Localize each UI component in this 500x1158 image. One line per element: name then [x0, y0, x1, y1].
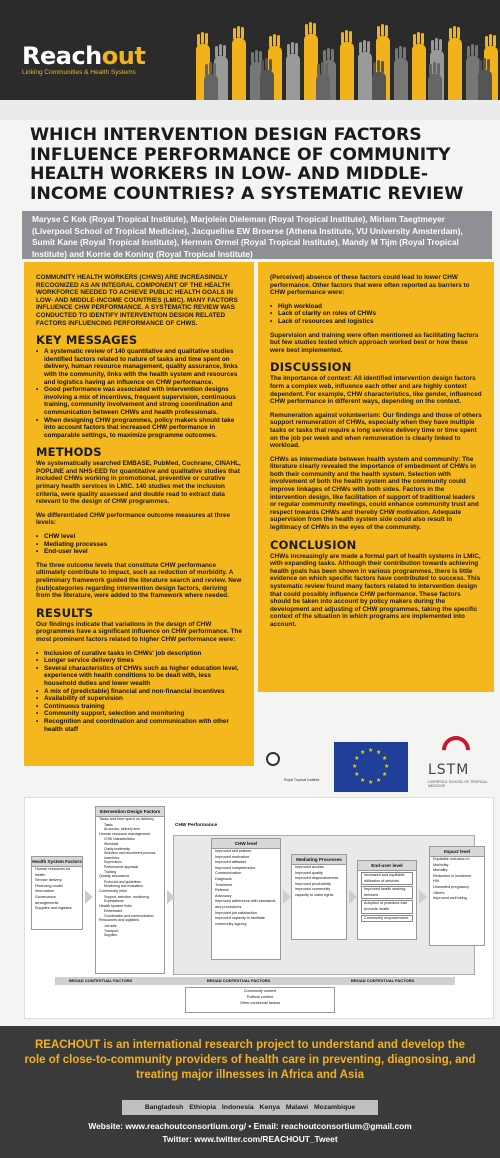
diagram-item: Community empowerment — [361, 915, 413, 923]
raised-hand-icon — [286, 54, 300, 100]
eu-star-icon: ★ — [381, 772, 388, 778]
diagram-item: Expectations — [104, 899, 124, 904]
key-messages-heading: KEY MESSAGES — [36, 333, 138, 348]
diagram-item: Protocols and guidelines — [104, 879, 141, 884]
arrow-icon — [283, 890, 291, 904]
diagram-item: Tasks and time spent on delivery — [99, 817, 155, 821]
chw-performance-title: CHW Performance — [175, 823, 218, 828]
diagram-item: Mortality — [433, 868, 448, 873]
diagram-item: Training — [104, 869, 117, 874]
intro-paragraph: COMMUNITY HEALTH WORKERS (CHWS) ARE INCREASINGLY RECOGNIZED AS AN INTEGRAL COMPONENT OF THE HEALTH WORKFORCE NEEDED TO ACHIEVE PUBLIC HEALTH GOALS IN LOW- AND MIDDLE-INCOME COUNTRIES (LMIC). MANY FACTORS INFLUENCE CHW PERFORMANCE. A SYSTEMATIC REVIEW WAS CONDUCTED TO IDENTIFY INTERVENTION DESIGN RELATED FACTORS INFLUENCING PERFORMANCE OF CHWS. — [36, 274, 238, 327]
diagram-item: Resources and logistics — [99, 918, 140, 923]
box-title: Mediating Processes — [292, 855, 346, 865]
eu-star-icon: ★ — [384, 764, 390, 770]
results-heading: RESULTS — [36, 605, 94, 620]
diagram-item: Human resources for health — [35, 867, 71, 877]
diagram-item: Incentives — [104, 855, 120, 860]
eu-star-icon: ★ — [360, 777, 366, 784]
diagram-item: Coordination and communication — [104, 913, 154, 918]
header-band — [0, 100, 500, 120]
list-item: • A systematic review of 140 quantitative and qualitative studies identified factors related to nature of tasks and time spent on delivery, human resource management, quality assurance, links with the community, links with the health system and resources and logistics having an influence on CHW performance. — [36, 348, 242, 386]
diagram-item: CHW characteristics — [104, 837, 135, 842]
arrow-icon — [85, 890, 93, 904]
diagram-item: HIV — [433, 879, 440, 884]
discussion-heading: DISCUSSION — [270, 360, 352, 375]
diagram-item: Community links — [99, 888, 127, 893]
diagram-item: Improved well being — [433, 896, 467, 901]
diagram-item: Improved responsiveness — [295, 876, 339, 881]
diagram-item: Improved capacity to facilitate community agency — [215, 916, 266, 926]
left-column — [24, 262, 254, 766]
diagram-item: Reduction in incidence — [433, 873, 472, 878]
context-box — [185, 987, 335, 1013]
raised-hand-icon — [316, 74, 330, 100]
diagram-item: Monitoring and evaluation — [104, 884, 143, 889]
eu-star-icon: ★ — [376, 750, 382, 757]
barriers-intro: (Perceived) absence of these factors could lead to lower CHW performance. Other factors that were often reported as barriers to CHW performance were: — [270, 274, 470, 297]
list-item: • Mediating processes — [36, 541, 242, 549]
diagram-item: Clarity leadership — [104, 846, 131, 851]
methods-heading: METHODS — [36, 445, 102, 460]
framework-diagram — [24, 797, 494, 1019]
context-item: Community context — [243, 989, 277, 993]
list-item: • When designing CHW programmes, policy makers should take into account factors that increased CHW performance in comparable settings, to maximize programme outcomes. — [36, 417, 242, 440]
conclusion-paragraph: CHWs increasingly are made a formal part of health systems in LMIC, with expanding tasks. Although their contribution towards achieving health goals has been shown in various programmes, there is little evidence on which specific factors have contributed to success. This systematic review found many factors related to intervention design that could possibly influence CHW performance. These factors should be taken into account by policy makers during the development and adjusting of CHW programmes, taking the specific context of the situation in which programs are implemented into account. — [270, 552, 481, 628]
diagram-item: Selection and recruitment process — [104, 851, 156, 856]
eu-flag-icon — [334, 742, 408, 792]
diagram-item: Equitable reduction in — [433, 857, 470, 861]
diagram-item: Workload — [104, 841, 119, 846]
rti-emblem-icon — [266, 752, 280, 766]
poster-title: WHICH INTERVENTION DESIGN FACTORS INFLUENCE PERFORMANCE OF COMMUNITY HEALTH WORKERS IN LOW- AND MIDDLE-INCOME COUNTRIES? A SYSTEMATIC REVIEW — [30, 125, 464, 204]
list-item: • High workload — [270, 303, 482, 311]
diagram-item: Others — [433, 890, 445, 895]
reachout-logo — [22, 44, 182, 78]
header-banner — [0, 0, 500, 100]
key-messages-list — [36, 348, 242, 439]
list-item: • End-user level — [36, 548, 242, 556]
footer-tagline: REACHOUT is an international research project to understand and develop the role of close-to-community providers of health care in preventing, diagnosing, and treating major illnesses in Africa and Asia — [24, 1039, 476, 1081]
broad-contextual-factors-bar — [55, 977, 455, 985]
list-item: • Lack of clarity on roles of CHWs — [270, 310, 482, 318]
rti-label: Royal Tropical Institute — [284, 778, 320, 782]
list-item: • Availability of supervision — [36, 695, 242, 703]
conclusion-heading: CONCLUSION — [270, 537, 357, 552]
diagram-item: Morbidity — [433, 862, 449, 867]
mediating-processes-box — [291, 854, 347, 940]
diagram-item: Improved attitudes — [215, 860, 247, 865]
diagram-item: Transport — [104, 928, 119, 933]
diagram-item: At-service, delivery time — [104, 827, 140, 832]
list-item: • Lack of resources and logistics — [270, 318, 482, 326]
diagram-item: Human resource management — [99, 831, 151, 836]
results-paragraph: Our findings indicate that variations in the design of CHW programmes have a significant influence on CHW performance. The most prominent factors related to higher CHW performance were: — [36, 620, 242, 643]
diagram-item: Information — [35, 889, 54, 894]
arrow-icon — [419, 890, 427, 904]
diagram-item: Supervision — [104, 860, 122, 865]
discussion-paragraph: The importance of context: All identified intervention design factors form a complex web, influence each other and are highly context dependent. For example, CHW characteristics, like gender, influenced CHW performance in different ways, depending on the context. — [270, 375, 482, 406]
list-item: • A mix of (predictable) financial and non-financial incentives — [36, 688, 242, 696]
lstm-subtitle: LIVERPOOL SCHOOL OF TROPICAL MEDICINE — [428, 780, 488, 788]
raised-hand-icon — [428, 74, 442, 100]
barriers-list — [270, 303, 482, 326]
box-title: Health System Factors — [32, 857, 82, 867]
raised-hand-icon — [358, 52, 372, 100]
diagram-item: Performance appraisal — [104, 864, 139, 869]
box-title: Impact level — [430, 847, 484, 857]
diagram-item: Unwanted pregnancy — [433, 884, 469, 889]
list-item: • Several characteristics of CHWs such as higher education level, experience with health conditions to be dealt with, less household duties and lower wealth — [36, 665, 242, 688]
raised-hand-icon — [372, 72, 386, 100]
list-item: • Community support, selection and monitoring — [36, 710, 242, 718]
list-item: • Recognition and coordination and communication with other health staff — [36, 718, 242, 733]
context-item: Other contextual factors — [239, 1001, 281, 1005]
diagram-item: Referral — [215, 888, 229, 893]
methods-paragraph: The three outcome levels that constitute CHW performance ultimately contribute to impact, such as reduction of morbidity. A preliminary framework guided the literature search and review. New (sub)categories regarding intervention design factors, deriving from the literature, were added to the framework where needed. — [36, 561, 242, 600]
raised-hand-icon — [412, 44, 426, 100]
diagram-item: Improved health seeking behavior — [361, 886, 413, 899]
diagram-item: Financing model — [35, 883, 63, 888]
methods-paragraph: We differentiated CHW performance outcome measures at three levels: — [36, 511, 231, 527]
diagram-item: Improved self esteem — [215, 849, 252, 853]
eu-star-icon: ★ — [360, 750, 366, 757]
website-link[interactable]: Website: www.reachoutconsortium.org/ • Email: reachoutconsortium@gmail.com — [88, 1121, 412, 1131]
diagram-item: Improved motivation — [215, 854, 250, 859]
arrow-icon — [349, 890, 357, 904]
box-title: End-user level — [358, 861, 416, 871]
chw-level-box — [211, 838, 281, 960]
logo-accent: out — [101, 42, 146, 70]
raised-hand-icon — [232, 38, 246, 100]
diagram-item: Support, selection, monitoring — [104, 894, 149, 899]
list-item: • Good performance was associated with intervention designs involving a mix of incentives, frequent supervision, continuous training, community involvement and strong coordination and communication between CHWs and health professionals. — [36, 386, 242, 416]
context-item: Political context — [246, 995, 274, 999]
diagram-item: Improved adherence with standards and procedures — [215, 899, 276, 909]
levels-list — [36, 533, 242, 556]
raised-hand-icon — [204, 74, 218, 100]
twitter-link[interactable]: Twitter: www.twitter.com/REACHOUT_Tweet — [162, 1134, 338, 1144]
diagram-item: Improved job satisfaction — [215, 910, 257, 915]
methods-paragraph: We systematically searched EMBASE, PubMed, Cochrane, CINAHL, POPLINE and NHS-EED for quantitative and qualitative studies that included CHWs working in promotional, preventive or curative primary health services in LMIC. 140 studies met the inclusion criteria, were quality assessed and double read to extract data relevant to the design of CHW programmes. — [36, 460, 241, 506]
list-item: • Inclusion of curative tasks in CHWs' job description — [36, 650, 242, 658]
bcf-label: BROAD CONTEXTUAL FACTORS — [351, 978, 415, 983]
diagram-item: Improved access — [295, 865, 324, 869]
countries-bar: Bangladesh Ethiopia Indonesia Kenya Malawi Mozambique — [122, 1100, 378, 1115]
eu-star-icon: ★ — [368, 748, 374, 754]
eu-star-icon: ★ — [354, 772, 360, 778]
diagram-item: Improved community capacity to claim rights — [295, 887, 334, 897]
bcf-label: BROAD CONTEXTUAL FACTORS — [207, 978, 271, 983]
diagram-item: Increased and equitable utilization of services — [361, 872, 413, 885]
raised-hand-icon — [260, 70, 274, 100]
raised-hand-icon — [478, 70, 492, 100]
discussion-paragraph: Remuneration against volunteerism: Our findings and those of others support remuneration of CHWs, especially when they have multiple tasks or tasks that require a long service delivery time or time spent on the job per week and when remuneration is clearly linked to workload. — [270, 411, 482, 450]
list-item: • Longer service delivery times — [36, 657, 242, 665]
authors-block: Maryse C Kok (Royal Tropical Institute), Marjolein Dieleman (Royal Tropical Institute), Miriam Taegtmeyer (Liverpool School of Tropical Medicine), Jacqueline EW Broerse (Athena Institute, VU University Amsterdam), Sumit Kane (Royal Tropical Institute), Hermen Ormel (Royal Tropical Institute), Mandy M Tijm (Royal Tropical Institute) and Korrie de Koning (Royal Tropical Institute) — [22, 211, 492, 259]
supervision-paragraph: Supervision and training were often mentioned as facilitating factors but few studies tested which approach worked best or how these were best implemented. — [270, 331, 479, 354]
box-title: Intervention Design Factors — [96, 807, 164, 817]
diagram-item: Supplies and logistics — [35, 906, 72, 911]
diagram-item: Adoption of practices that promote health — [361, 900, 413, 913]
discussion-paragraph: CHWs as intermediate between health system and community: The literature clearly revealed the importance of embedment of CHWs in both their community and the health system. Selection with involvement of both the health system and the community could improve linkages of CHWs with both sides. Factors in the intervention design, like facilitation of support of traditional leaders or regular community meetings, could enhance community trust and respect towards CHWs and thereby CHW motivation. Adequate supervision from the health system side could also result in legitimacy of CHWs in the eyes of the community. — [270, 455, 479, 532]
impact-level-box — [429, 846, 485, 946]
arrow-icon — [167, 890, 175, 904]
bcf-label: BROAD CONTEXTUAL FACTORS — [69, 978, 133, 983]
logo-main: Reach — [22, 42, 102, 70]
list-item: • Continuous training — [36, 703, 242, 711]
diagram-item: Embedment — [104, 909, 123, 914]
diagram-item: Quality assurance — [99, 874, 130, 879]
intervention-design-box — [95, 806, 165, 974]
diagram-item: Improved productivity — [295, 881, 332, 886]
diagram-item: Diagnosis — [215, 876, 232, 881]
diagram-item: Advocacy — [215, 893, 232, 898]
diagram-item: Treatment — [215, 882, 233, 887]
diagram-item: Health system links — [99, 903, 132, 908]
raised-hand-icon — [340, 42, 354, 100]
diagram-item: Job aids — [104, 924, 117, 929]
eu-star-icon: ★ — [368, 780, 374, 786]
contact-info — [0, 1120, 500, 1146]
list-item: • CHW level — [36, 533, 242, 541]
diagram-item: Improved competencies — [215, 865, 256, 870]
logo-tagline: Linking Communities & Health Systems — [22, 69, 136, 76]
end-user-box — [357, 860, 417, 940]
diagram-item: Improved quality — [295, 870, 323, 875]
health-system-box — [31, 856, 83, 930]
results-list — [36, 650, 242, 734]
diagram-item: Supplies — [104, 933, 118, 938]
diagram-item: Governance arrangements — [35, 894, 59, 905]
rti-logo — [262, 752, 332, 792]
raised-hand-icon — [448, 38, 462, 100]
diagram-item: Communication — [215, 871, 242, 876]
eu-star-icon: ★ — [352, 764, 358, 770]
right-column — [258, 262, 494, 692]
box-title: CHW level — [212, 839, 280, 849]
lstm-name: LSTM — [428, 762, 470, 778]
eu-star-icon: ★ — [376, 777, 382, 784]
eu-star-icon: ★ — [354, 756, 360, 762]
diagram-item: Tasks — [104, 822, 113, 827]
raised-hand-icon — [394, 58, 408, 100]
diagram-item: Service delivery — [35, 878, 62, 883]
lstm-logo — [420, 736, 492, 794]
eu-star-icon: ★ — [381, 756, 388, 762]
